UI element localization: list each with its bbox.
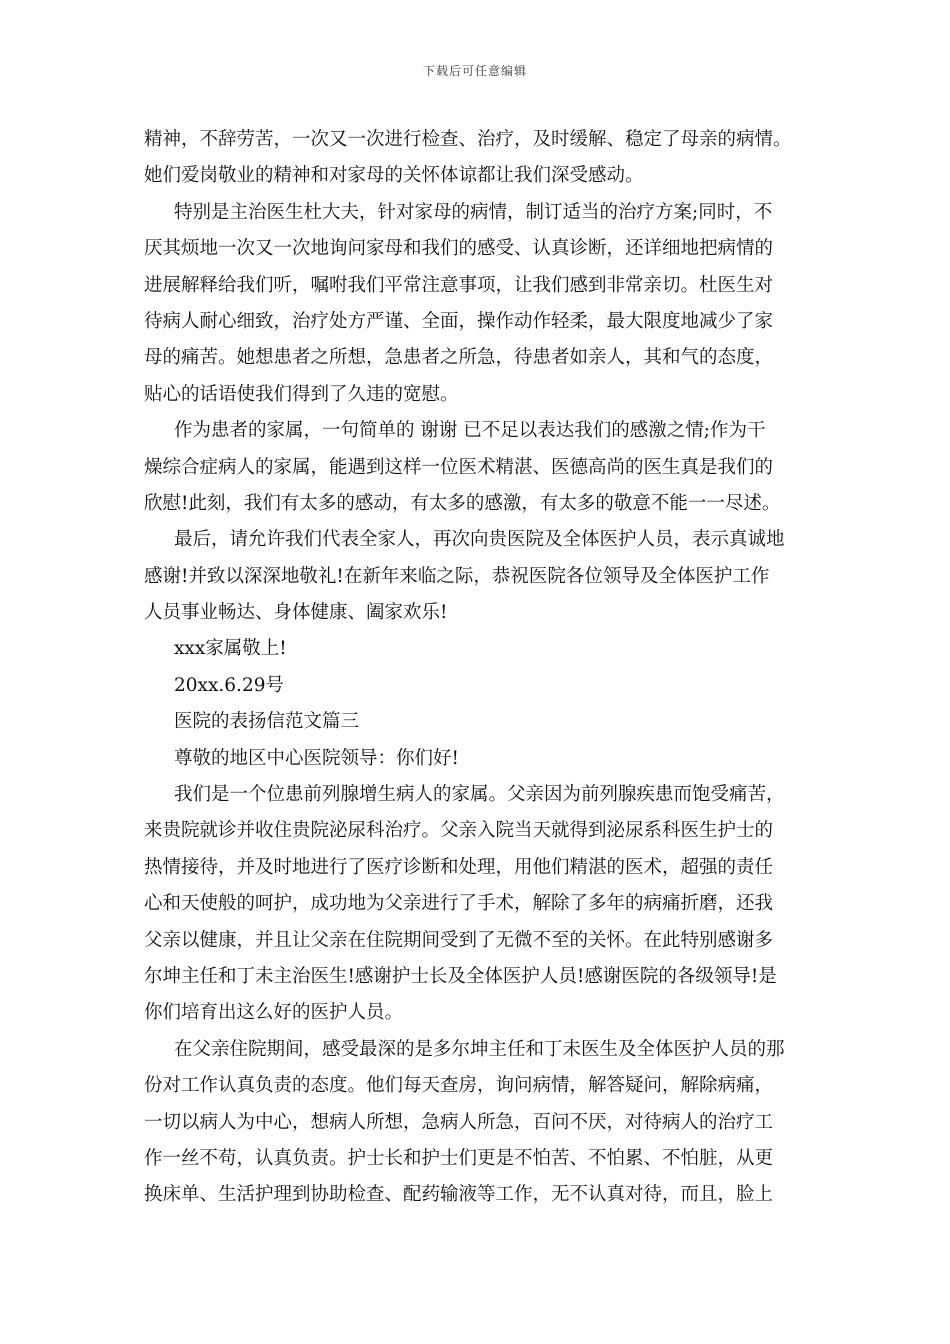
text-line: 心和天使般的呵护，成功地为父亲进行了手术，解除了多年的病痛折磨，还我	[144, 893, 774, 915]
document-body	[144, 122, 824, 1214]
text-line: 作为患者的家属，一句简单的 谢谢 已不足以表达我们的感激之情;作为干	[174, 420, 766, 442]
text-line: 父亲以健康，并且让父亲在住院期间受到了无微不至的关怀。在此特别感谢多	[144, 929, 774, 951]
text-line: 她们爱岗敬业的精神和对家母的关怀体谅都让我们深受感动。	[144, 165, 644, 187]
text-line: 欣慰!此刻，我们有太多的感动，有太多的感激，有太多的敬意不能一一尽述。	[144, 492, 781, 514]
text-line: 感谢!并致以深深地敬礼!在新年来临之际，恭祝医院各位领导及全体医护工作	[144, 565, 770, 587]
text-line: 我们是一个位患前列腺增生病人的家属。父亲因为前列腺疾患而饱受痛苦，	[174, 784, 785, 806]
text-line: 医院的表扬信范文篇三	[174, 711, 360, 733]
text-line: 人员事业畅达、身体健康、阖家欢乐!	[144, 602, 448, 624]
text-line: 特别是主治医生杜大夫，针对家母的病情，制订适当的治疗方案;同时，不	[174, 201, 773, 223]
text-line: xxx家属敬上!	[174, 638, 287, 660]
text-line: 你们培育出这么好的医护人员。	[144, 1002, 404, 1024]
text-line: 厌其烦地一次又一次地询问家母和我们的感受、认真诊断，还详细地把病情的	[144, 238, 774, 260]
text-line: 燥综合症病人的家属，能遇到这样一位医术精湛、医德高尚的医生真是我们的	[144, 456, 774, 478]
text-line: 进展解释给我们听，嘱咐我们平常注意事项，让我们感到非常亲切。杜医生对	[144, 274, 774, 296]
text-line: 母的痛苦。她想患者之所想，急患者之所急，待患者如亲人，其和气的态度，	[144, 347, 774, 369]
text-line: 来贵院就诊并收住贵院泌尿科治疗。父亲入院当天就得到泌尿系科医生护士的	[144, 820, 774, 842]
text-line: 贴心的话语使我们得到了久违的宽慰。	[144, 383, 459, 405]
text-line: 待病人耐心细致，治疗处方严谨、全面，操作动作轻柔，最大限度地减少了家	[144, 310, 774, 332]
text-line: 尊敬的地区中心医院领导：你们好!	[174, 747, 459, 769]
page-header: 下载后可任意编辑	[422, 64, 527, 78]
text-line: 热情接待，并及时地进行了医疗诊断和处理，用他们精湛的医术，超强的责任	[144, 856, 774, 878]
text-line: 尔坤主任和丁未主治医生!感谢护士长及全体医护人员!感谢医院的各级领导!是	[144, 965, 777, 987]
text-line: 换床单、生活护理到协助检查、配药输液等工作，无不认真对待，而且，脸上	[144, 1184, 774, 1206]
text-line: 精神，不辞劳苦，一次又一次进行检查、治疗，及时缓解、稳定了母亲的病情。	[144, 129, 792, 150]
text-line: 在父亲住院期间，感受最深的是多尔坤主任和丁未医生及全体医护人员的那	[174, 1038, 785, 1060]
text-line: 份对工作认真负责的态度。他们每天查房，询问病情，解答疑问，解除病痛，	[144, 1075, 774, 1097]
text-line: 最后，请允许我们代表全家人，再次向贵医院及全体医护人员，表示真诚地	[174, 529, 785, 551]
text-line: 一切以病人为中心，想病人所想，急病人所急，百问不厌，对待病人的治疗工	[144, 1111, 774, 1133]
text-line: 作一丝不苟，认真负责。护士长和护士们更是不怕苦、不怕累、不怕脏，从更	[144, 1147, 774, 1169]
text-line: 20xx.6.29号	[174, 674, 284, 696]
